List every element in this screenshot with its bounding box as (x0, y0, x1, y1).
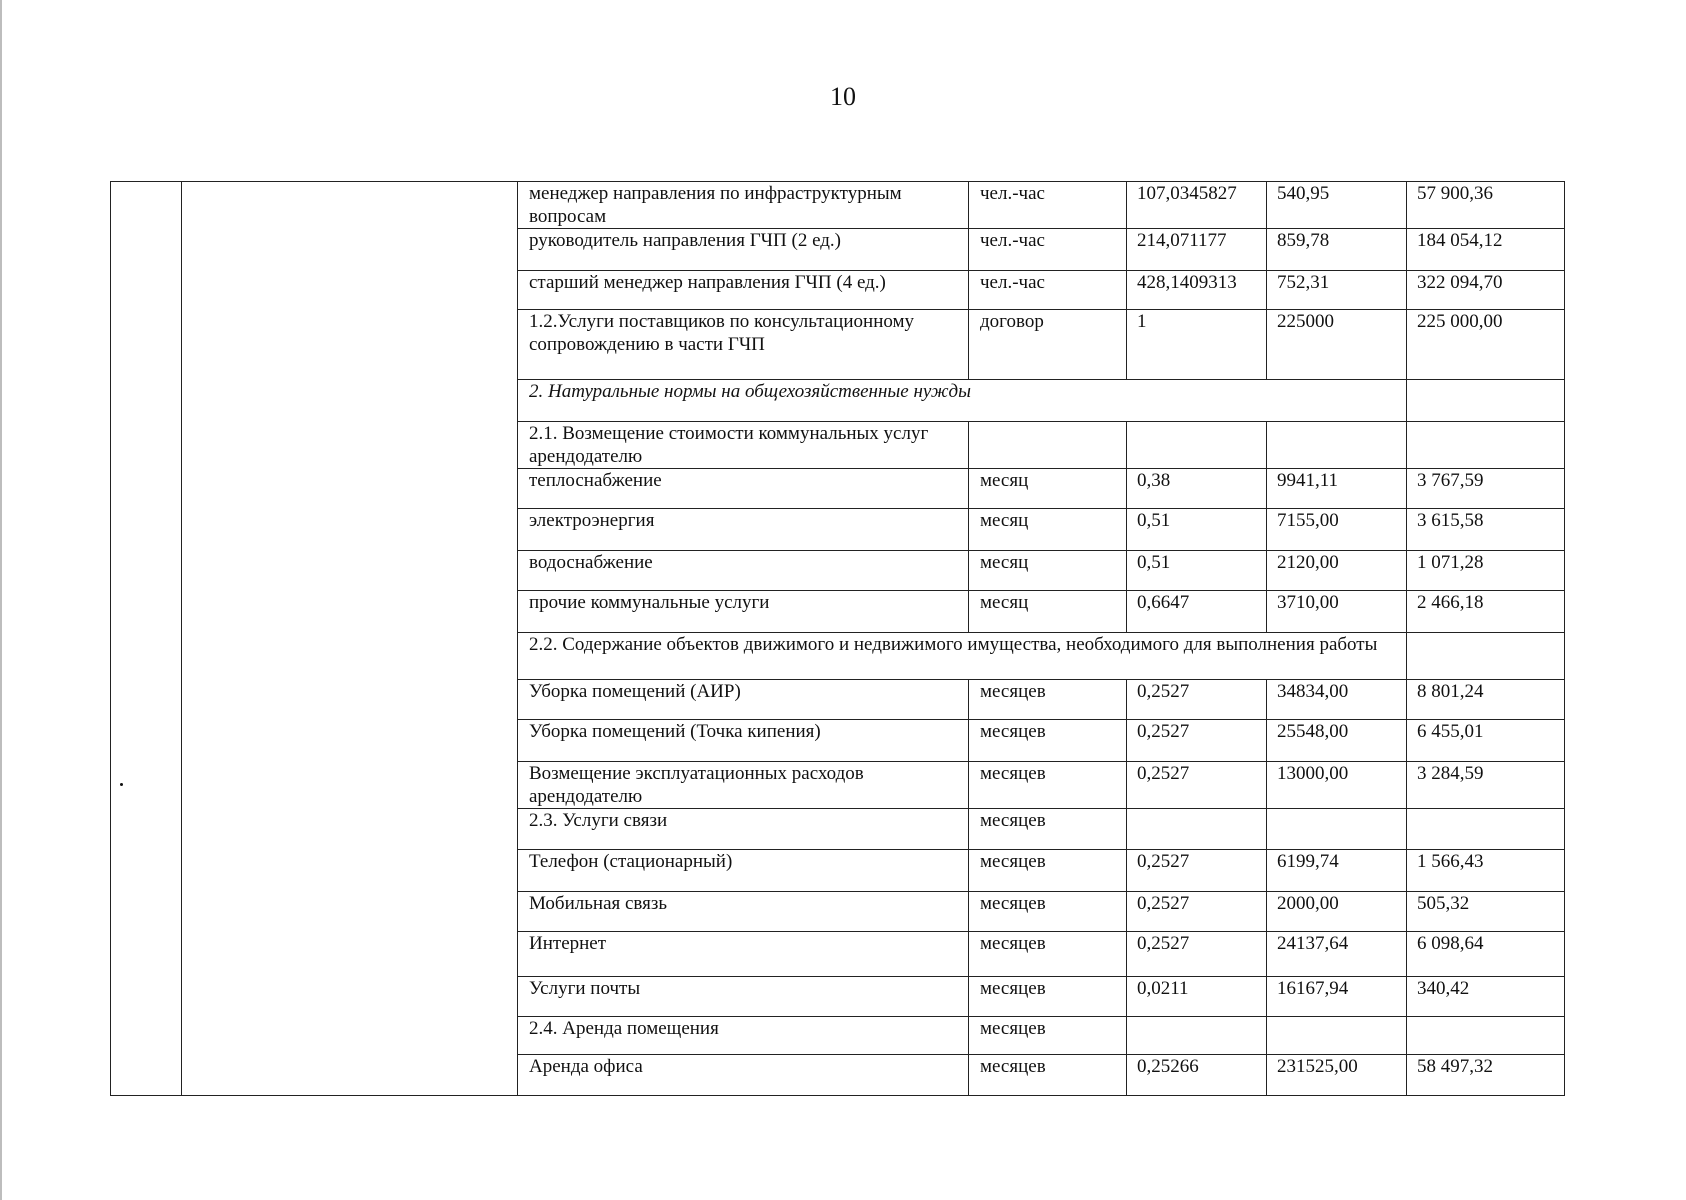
item-name: менеджер направления по инфраструктурным вопросам (518, 182, 969, 229)
price-cell (1267, 809, 1407, 850)
item-name: Телефон (стационарный) (518, 850, 969, 892)
quantity-cell: 0,2527 (1127, 892, 1267, 932)
total-cell: 58 497,32 (1407, 1055, 1565, 1096)
section-heading: 2. Натуральные нормы на общехозяйственные нужды (518, 380, 1407, 422)
item-name: 2.3. Услуги связи (518, 809, 969, 850)
item-name: теплоснабжение (518, 469, 969, 509)
quantity-cell: 0,38 (1127, 469, 1267, 509)
total-cell: 2 466,18 (1407, 591, 1565, 633)
unit-cell: месяцев (969, 809, 1127, 850)
total-cell (1407, 809, 1565, 850)
price-cell: 7155,00 (1267, 509, 1407, 551)
item-name: руководитель направления ГЧП (2 ед.) (518, 229, 969, 271)
price-cell: 25548,00 (1267, 720, 1407, 762)
total-cell (1407, 1017, 1565, 1055)
total-cell: 340,42 (1407, 977, 1565, 1017)
item-name: 2.4. Аренда помещения (518, 1017, 969, 1055)
total-cell: 505,32 (1407, 892, 1565, 932)
cost-norms-table (110, 181, 1565, 1096)
item-name: 2.1. Возмещение стоимости коммунальных услуг арендодателю (518, 422, 969, 469)
item-name: старший менеджер направления ГЧП (4 ед.) (518, 271, 969, 310)
unit-cell: чел.-час (969, 182, 1127, 229)
blank-column (182, 182, 518, 1096)
quantity-cell: 0,2527 (1127, 762, 1267, 809)
unit-cell: чел.-час (969, 271, 1127, 310)
price-cell: 859,78 (1267, 229, 1407, 271)
unit-cell: месяцев (969, 977, 1127, 1017)
price-cell: 3710,00 (1267, 591, 1407, 633)
table-row (111, 182, 1565, 229)
unit-cell: договор (969, 310, 1127, 380)
price-cell: 16167,94 (1267, 977, 1407, 1017)
quantity-cell: 1 (1127, 310, 1267, 380)
total-cell: 1 071,28 (1407, 551, 1565, 591)
price-cell: 231525,00 (1267, 1055, 1407, 1096)
total-cell: 322 094,70 (1407, 271, 1565, 310)
quantity-cell: 0,2527 (1127, 932, 1267, 977)
item-name: Услуги почты (518, 977, 969, 1017)
quantity-cell (1127, 422, 1267, 469)
unit-cell: месяцев (969, 1017, 1127, 1055)
price-cell (1267, 1017, 1407, 1055)
item-name: электроэнергия (518, 509, 969, 551)
total-cell: 184 054,12 (1407, 229, 1565, 271)
unit-cell: чел.-час (969, 229, 1127, 271)
total-cell: 57 900,36 (1407, 182, 1565, 229)
price-cell: 24137,64 (1267, 932, 1407, 977)
price-cell: 2000,00 (1267, 892, 1407, 932)
section-heading: 2.2. Содержание объектов движимого и недвижимого имущества, необходимого для выполнения работы (518, 633, 1407, 680)
unit-cell: месяцев (969, 1055, 1127, 1096)
page-number: 10 (830, 82, 856, 111)
unit-cell: месяц (969, 469, 1127, 509)
price-cell: 6199,74 (1267, 850, 1407, 892)
item-name: 1.2.Услуги поставщиков по консультационному сопровождению в части ГЧП (518, 310, 969, 380)
price-cell: 540,95 (1267, 182, 1407, 229)
quantity-cell (1127, 1017, 1267, 1055)
item-name: Мобильная связь (518, 892, 969, 932)
price-cell: 13000,00 (1267, 762, 1407, 809)
unit-cell (969, 422, 1127, 469)
price-cell (1267, 422, 1407, 469)
price-cell: 225000 (1267, 310, 1407, 380)
quantity-cell: 0,0211 (1127, 977, 1267, 1017)
price-cell: 34834,00 (1267, 680, 1407, 720)
quantity-cell: 0,25266 (1127, 1055, 1267, 1096)
item-name: Уборка помещений (АИР) (518, 680, 969, 720)
quantity-cell: 0,2527 (1127, 850, 1267, 892)
total-cell (1407, 380, 1565, 422)
total-cell: 6 098,64 (1407, 932, 1565, 977)
total-cell: 6 455,01 (1407, 720, 1565, 762)
unit-cell: месяцев (969, 680, 1127, 720)
unit-cell: месяцев (969, 762, 1127, 809)
item-name: Возмещение эксплуатационных расходов арендодателю (518, 762, 969, 809)
quantity-cell: 0,51 (1127, 509, 1267, 551)
item-name: Аренда офиса (518, 1055, 969, 1096)
unit-cell: месяцев (969, 932, 1127, 977)
total-cell: 3 284,59 (1407, 762, 1565, 809)
quantity-cell: 0,6647 (1127, 591, 1267, 633)
total-cell (1407, 422, 1565, 469)
unit-cell: месяц (969, 591, 1127, 633)
quantity-cell: 428,1409313 (1127, 271, 1267, 310)
total-cell (1407, 633, 1565, 680)
quantity-cell: 214,071177 (1127, 229, 1267, 271)
item-name: прочие коммунальные услуги (518, 591, 969, 633)
item-name: Уборка помещений (Точка кипения) (518, 720, 969, 762)
unit-cell: месяц (969, 509, 1127, 551)
quantity-cell (1127, 809, 1267, 850)
unit-cell: месяцев (969, 720, 1127, 762)
price-cell: 9941,11 (1267, 469, 1407, 509)
quantity-cell: 0,2527 (1127, 720, 1267, 762)
item-name: водоснабжение (518, 551, 969, 591)
total-cell: 225 000,00 (1407, 310, 1565, 380)
quantity-cell: 107,0345827 (1127, 182, 1267, 229)
quantity-cell: 0,2527 (1127, 680, 1267, 720)
total-cell: 3 767,59 (1407, 469, 1565, 509)
page-edge-line (0, 0, 2, 1200)
unit-cell: месяцев (969, 892, 1127, 932)
total-cell: 3 615,58 (1407, 509, 1565, 551)
quantity-cell: 0,51 (1127, 551, 1267, 591)
left-margin-column (111, 182, 182, 1096)
total-cell: 1 566,43 (1407, 850, 1565, 892)
item-name: Интернет (518, 932, 969, 977)
price-cell: 2120,00 (1267, 551, 1407, 591)
price-cell: 752,31 (1267, 271, 1407, 310)
unit-cell: месяц (969, 551, 1127, 591)
unit-cell: месяцев (969, 850, 1127, 892)
total-cell: 8 801,24 (1407, 680, 1565, 720)
